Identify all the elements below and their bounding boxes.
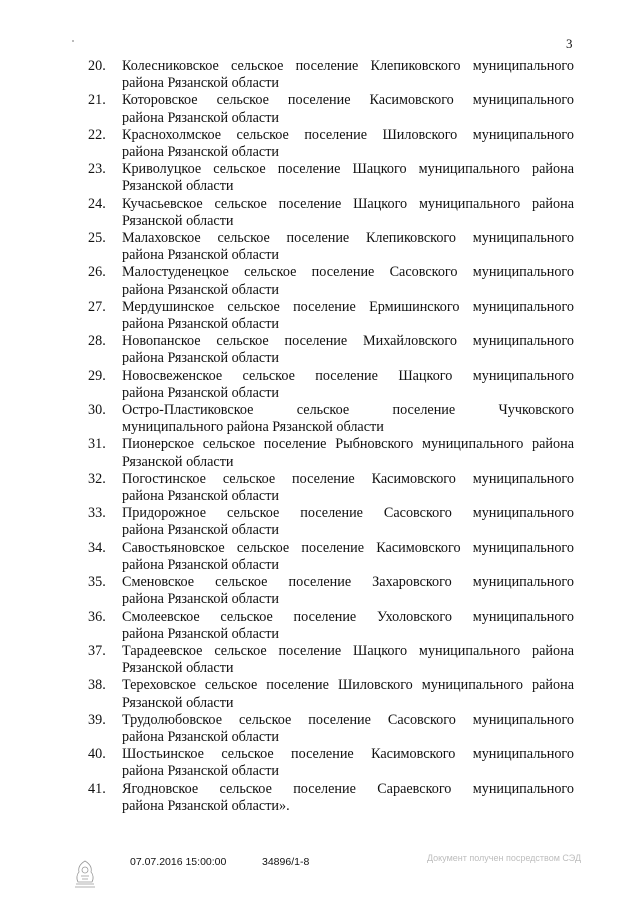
list-item-number: 26. [88, 264, 106, 281]
list-item-text [122, 712, 574, 746]
list-item-number: 28. [88, 333, 106, 350]
list-item [88, 299, 574, 333]
list-item [88, 505, 574, 539]
list-item-text [122, 505, 574, 539]
list-item-number: 33. [88, 505, 106, 522]
list-item-number: 32. [88, 470, 106, 487]
list-item-line1: Новосвеженское сельское поселение Шацкого муниципального [122, 367, 574, 384]
list-item [88, 333, 574, 367]
list-item-number: 21. [88, 92, 106, 109]
list-item-number: 25. [88, 230, 106, 247]
list-item-line2: района Рязанской области [122, 522, 280, 539]
list-item-line1: Шостьинское сельское поселение Касимовского муниципального [122, 746, 574, 763]
list-item-line1: Тарадеевское сельское поселение Шацкого муниципального района [122, 642, 574, 659]
list-item-line2: Рязанской области [122, 212, 234, 229]
list-item-number: 36. [88, 608, 106, 625]
list-item-line2: района Рязанской области [122, 350, 280, 367]
list-item-text [122, 368, 574, 402]
list-item [88, 746, 574, 780]
list-item-text [122, 402, 574, 436]
list-item-line2: района Рязанской области [122, 488, 280, 505]
list-item-number: 20. [88, 58, 106, 74]
list-item-line2: района Рязанской области [122, 763, 280, 780]
list-item-text [122, 333, 574, 367]
list-item-text [122, 540, 574, 574]
list-item-text [122, 264, 574, 298]
list-item [88, 471, 574, 505]
list-item-number: 41. [88, 780, 106, 797]
list-item-text [122, 609, 574, 643]
list-item-number: 24. [88, 195, 106, 212]
list-item-line1: Сменовское сельское поселение Захаровского муниципального [122, 574, 574, 591]
list-item-line2: Рязанской области [122, 178, 234, 195]
list-item-line1: Тереховское сельское поселение Шиловского муниципального района [122, 677, 574, 694]
list-item-line1: Смолеевское сельское поселение Ухоловского муниципального [122, 608, 574, 625]
list-item [88, 781, 574, 815]
list-item [88, 196, 574, 230]
list-item [88, 574, 574, 608]
footer-datetime: 07.07.2016 15:00:00 [130, 856, 227, 868]
list-item [88, 677, 574, 711]
list-item [88, 402, 574, 436]
list-item-line2: района Рязанской области [122, 556, 280, 573]
list-item-line2: района Рязанской области [122, 109, 280, 126]
list-item-number: 23. [88, 161, 106, 178]
list-item [88, 436, 574, 470]
list-item-line1: Мердушинское сельское поселение Ермишинского муниципального [122, 298, 574, 315]
list-item-line2: района Рязанской области [122, 316, 280, 333]
list-item-line1: Пионерское сельское поселение Рыбновского муниципального района [122, 436, 574, 453]
list-item-text [122, 574, 574, 608]
list-item-line1: Колесниковское сельское поселение Клепиковского муниципального [122, 58, 574, 74]
list-item-text [122, 299, 574, 333]
list-item-number: 38. [88, 677, 106, 694]
list-item-number: 30. [88, 402, 106, 419]
list-item-line2: района Рязанской области [122, 75, 280, 92]
list-item [88, 540, 574, 574]
list-item-line2: района Рязанской области [122, 625, 280, 642]
list-item-line2: района Рязанской области [122, 144, 280, 161]
list-item-text [122, 781, 574, 815]
list-item-line1: Кучасьевское сельское поселение Шацкого муниципального района [122, 195, 574, 212]
list-item-line2: Рязанской области [122, 694, 234, 711]
list-item-number: 31. [88, 436, 106, 453]
list-item-line2: района Рязанской области». [122, 797, 290, 814]
list-item [88, 161, 574, 195]
list-item-text [122, 196, 574, 230]
list-item [88, 58, 574, 92]
list-item-line1: Краснохолмское сельское поселение Шиловского муниципального [122, 126, 574, 143]
margin-mark [72, 40, 74, 42]
list-item-text [122, 746, 574, 780]
list-item-line1: Новопанское сельское поселение Михайловского муниципального [122, 333, 574, 350]
list-item-line1: Трудолюбовское сельское поселение Сасовского муниципального [122, 711, 574, 728]
list-item-text [122, 436, 574, 470]
list-item-number: 35. [88, 574, 106, 591]
list-item-line2: Рязанской области [122, 660, 234, 677]
list-item-line1: Малостуденецкое сельское поселение Сасовского муниципального [122, 264, 574, 281]
list-item-text [122, 58, 574, 92]
list-item [88, 712, 574, 746]
list-item [88, 92, 574, 126]
list-item-number: 29. [88, 367, 106, 384]
list-item-number: 40. [88, 746, 106, 763]
list-item [88, 609, 574, 643]
emblem-seal-icon [70, 858, 100, 890]
list-item-line1: Ягодновское сельское поселение Сараевского муниципального [122, 780, 574, 797]
list-item-line1: Которовское сельское поселение Касимовского муниципального [122, 92, 574, 109]
list-item-text [122, 92, 574, 126]
list-item-number: 34. [88, 539, 106, 556]
list-item-text [122, 471, 574, 505]
settlement-list [88, 58, 574, 815]
list-item-line2: района Рязанской области [122, 728, 280, 745]
list-item-line2: района Рязанской области [122, 384, 280, 401]
list-item-text [122, 677, 574, 711]
list-item-line2: муниципального района Рязанской области [122, 419, 384, 436]
list-item [88, 368, 574, 402]
list-item-text [122, 643, 574, 677]
list-item [88, 230, 574, 264]
list-item-text [122, 161, 574, 195]
list-item [88, 643, 574, 677]
list-item-number: 27. [88, 298, 106, 315]
list-item-line2: района Рязанской области [122, 247, 280, 264]
list-item-line2: района Рязанской области [122, 591, 280, 608]
list-item-line1: Остро-Пластиковское сельское поселение Чучковского [122, 402, 574, 419]
list-item-line2: района Рязанской области [122, 281, 280, 298]
footer-doc-number: 34896/1-8 [262, 856, 310, 868]
list-item-line1: Малаховское сельское поселение Клепиковского муниципального [122, 230, 574, 247]
list-item [88, 264, 574, 298]
list-item-text [122, 230, 574, 264]
page-number: 3 [566, 36, 573, 51]
list-item-line1: Криволуцкое сельское поселение Шацкого муниципального района [122, 161, 574, 178]
list-item-number: 37. [88, 642, 106, 659]
list-item-number: 22. [88, 126, 106, 143]
list-item-text [122, 127, 574, 161]
list-item-line2: Рязанской области [122, 453, 234, 470]
list-item-line1: Савостьяновское сельское поселение Касимовского муниципального [122, 539, 574, 556]
list-item-line1: Придорожное сельское поселение Сасовского муниципального [122, 505, 574, 522]
list-item [88, 127, 574, 161]
list-item-line1: Погостинское сельское поселение Касимовского муниципального [122, 470, 574, 487]
footer-watermark-stamp: Документ получен посредством СЭД [426, 853, 582, 863]
list-item-number: 39. [88, 711, 106, 728]
